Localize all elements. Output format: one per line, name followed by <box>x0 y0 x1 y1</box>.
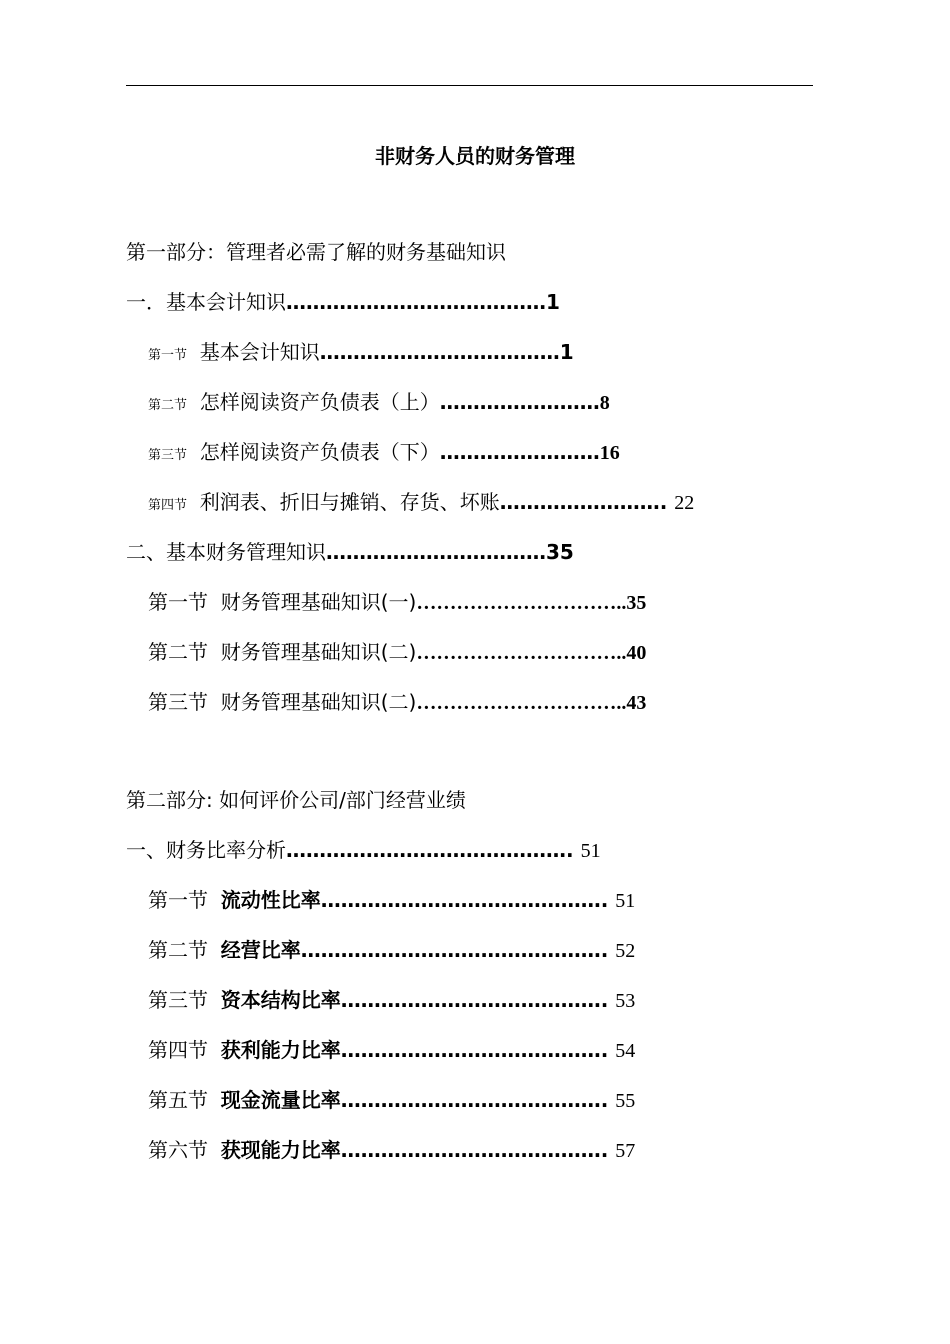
toc-page-number: 43 <box>626 692 647 714</box>
toc-entry-label: 利润表、折旧与摊销、存货、坏账 <box>199 490 500 514</box>
toc-entry-part1-ch2-s1[interactable] <box>148 588 646 617</box>
toc-entry-part1-ch2[interactable] <box>126 538 574 566</box>
toc-page-number: 55 <box>615 1090 636 1112</box>
toc-entry-label: 财务管理基础知识(一) <box>220 590 417 614</box>
document-title: 非财务人员的财务管理 <box>375 144 575 168</box>
toc-dot-leader: …………………………………. <box>340 988 616 1012</box>
toc-dot-leader: ……………………………………. <box>320 888 616 912</box>
toc-entry-part1-ch1-s2[interactable] <box>148 388 610 420</box>
toc-entry-part1-ch1-s1[interactable] <box>148 338 574 370</box>
toc-section-number: 第一节 <box>148 590 208 614</box>
toc-dot-leader: …………………………………. <box>340 1038 616 1062</box>
toc-entry-label: 财务管理基础知识(二) <box>220 690 417 714</box>
part1-heading: 第一部分：管理者必需了解的财务基础知识 <box>126 240 506 264</box>
toc-entry-label: 基本会计知识 <box>199 340 320 364</box>
toc-page-number: 52 <box>615 940 636 962</box>
toc-section-number: 第四节 <box>148 498 188 513</box>
toc-entry-part2-s5[interactable] <box>148 1086 635 1115</box>
toc-dot-leader: …………………… <box>439 390 600 414</box>
toc-dot-leader: …………………… <box>439 440 600 464</box>
toc-dot-leader: ………………………………… <box>286 290 546 314</box>
toc-entry-part2-s1[interactable] <box>148 886 635 915</box>
toc-section-number: 第一节 <box>148 888 208 912</box>
toc-page-number: 35 <box>546 540 574 564</box>
toc-entry-part2-s4[interactable] <box>148 1036 635 1065</box>
toc-dot-leader: ………………………….. <box>416 692 627 714</box>
toc-page-number: 57 <box>615 1140 636 1162</box>
toc-dot-leader: ……………………………… <box>319 340 560 364</box>
toc-page-number: 54 <box>615 1040 636 1062</box>
toc-entry-label: 流动性比率 <box>220 888 321 912</box>
toc-page-number: 22 <box>674 492 695 514</box>
toc-page-number: 53 <box>615 990 636 1012</box>
toc-entry-label: 二、基本财务管理知识 <box>126 540 326 564</box>
toc-section-number: 第二节 <box>148 398 188 413</box>
toc-dot-leader: …………………………………. <box>340 1088 616 1112</box>
header-rule <box>126 85 813 86</box>
toc-entry-label: 获现能力比率 <box>220 1138 341 1162</box>
toc-entry-label: 财务管理基础知识(二) <box>220 640 417 664</box>
toc-entry-label: 获利能力比率 <box>220 1038 341 1062</box>
toc-dot-leader: ………………………….. <box>416 592 627 614</box>
toc-dot-leader: ……………………………………. <box>286 838 581 862</box>
toc-entry-label: 资本结构比率 <box>220 988 341 1012</box>
toc-page-number: 16 <box>599 442 620 464</box>
toc-entry-label: 经营比率 <box>220 938 301 962</box>
toc-section-number: 第六节 <box>148 1138 208 1162</box>
toc-section-number: 第二节 <box>148 938 208 962</box>
toc-entry-label: 怎样阅读资产负债表（上） <box>199 390 440 414</box>
toc-entry-label: 一．基本会计知识 <box>126 290 286 314</box>
toc-entry-label: 怎样阅读资产负债表（下） <box>199 440 440 464</box>
toc-entry-part2-s6[interactable] <box>148 1136 635 1165</box>
toc-dot-leader: ………………………….. <box>416 642 627 664</box>
toc-entry-part1-ch1[interactable] <box>126 288 560 316</box>
toc-entry-part1-ch2-s3[interactable] <box>148 688 646 717</box>
toc-entry-part1-ch1-s4[interactable] <box>148 488 694 520</box>
toc-entry-part2-s3[interactable] <box>148 986 635 1015</box>
toc-entry-part1-ch1-s3[interactable] <box>148 438 620 470</box>
toc-dot-leader: ……………………. <box>499 490 675 514</box>
toc-section-number: 第三节 <box>148 690 208 714</box>
toc-page-number: 8 <box>599 392 610 414</box>
toc-section-number: 第二节 <box>148 640 208 664</box>
part2-heading: 第二部分: 如何评价公司/部门经营业绩 <box>126 788 466 812</box>
toc-entry-part1-ch2-s2[interactable] <box>148 638 646 667</box>
toc-entry-part2-s2[interactable] <box>148 936 635 965</box>
toc-page-number: 1 <box>546 290 560 314</box>
toc-page-number: 51 <box>615 890 636 912</box>
toc-section-number: 第三节 <box>148 448 188 463</box>
toc-page-number: 35 <box>626 592 647 614</box>
toc-section-number: 第三节 <box>148 988 208 1012</box>
toc-entry-label: 现金流量比率 <box>220 1088 341 1112</box>
toc-page-number: 40 <box>626 642 647 664</box>
toc-page-number: 51 <box>580 840 601 862</box>
toc-section-number: 第四节 <box>148 1038 208 1062</box>
toc-section-number: 第一节 <box>148 348 188 363</box>
toc-dot-leader: …………………………………. <box>340 1138 616 1162</box>
toc-section-number: 第五节 <box>148 1088 208 1112</box>
toc-dot-leader: ………………………………………. <box>300 938 616 962</box>
toc-entry-label: 一、财务比率分析 <box>126 838 286 862</box>
toc-page-number: 1 <box>559 340 574 364</box>
toc-dot-leader: …………………………… <box>326 540 546 564</box>
toc-entry-part2-ch1[interactable] <box>126 836 601 865</box>
